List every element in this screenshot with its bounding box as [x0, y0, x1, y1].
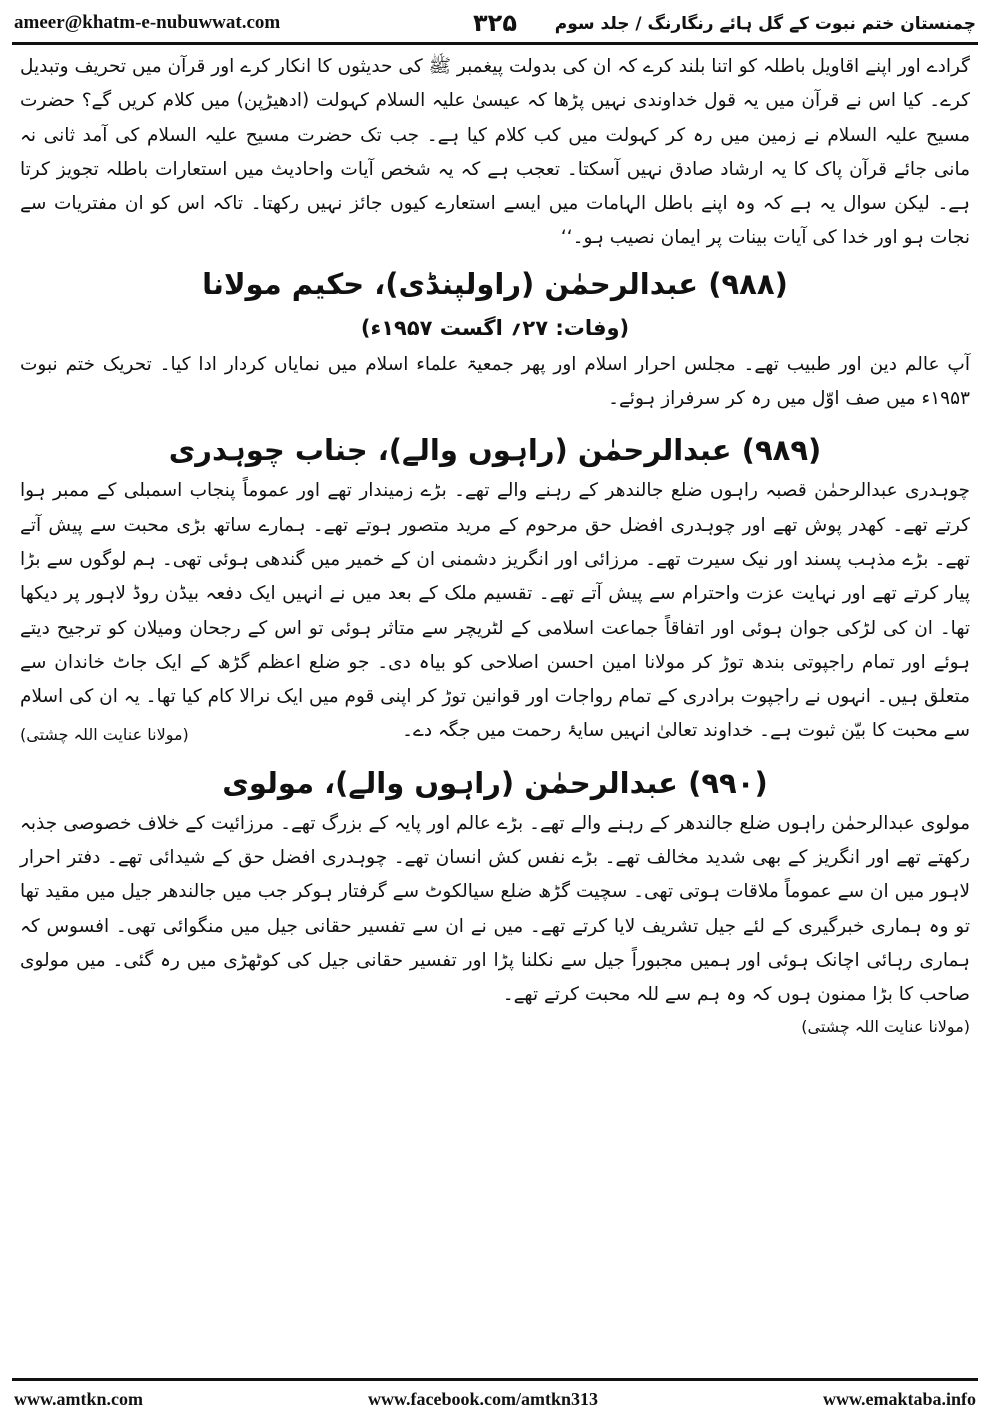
header-divider: [12, 42, 978, 45]
footer-link-facebook[interactable]: www.facebook.com/amtkn313: [367, 1388, 598, 1409]
footer-link-emaktaba[interactable]: www.emaktaba.info: [822, 1388, 976, 1409]
entry-990-attribution: (مولانا عنایت اللہ چشتی): [801, 1016, 970, 1036]
footer-divider: [12, 1378, 978, 1381]
entry-989-text: چوہدری عبدالرحمٰن قصبہ راہوں ضلع جالندھر کے رہنے والے تھے۔ بڑے زمیندار تھے اور عموماً پنجاب اسمبلی کے ممبر ہوا کرتے تھے۔ کھدر پوش تھے اور چوہدری افضل حق مرحوم کے مرید متصور ہوتے تھے۔ ہمارے ساتھ بڑی محبت سے پیش آتے تھے۔ بڑے مذہب پسند اور نیک سیرت تھے۔ مرزائی اور انگریز دشمنی ان کے خمیر میں گندھی ہوئی تھی۔ ہم لوگوں سے بڑا پیار کرتے تھے اور نہایت عزت واحترام سے پیش آتے تھے۔ تقسیم ملک کے بعد میں نے انہیں ایک دفعہ بیڈن روڈ لاہور پر دیکھا تھا۔ ان کی لڑکی جوان ہوئی اور اتفاقاً جماعت اسلامی کے لٹریچر سے متاثر ہوئی تو اس کے رجحان ومیلان کو ترجیح دیتے ہوئے اور تمام راجپوتی بندھ توڑ کر مولانا امین احسن اصلاحی کو بیاہ دی۔ جو ضلع اعظم گڑھ کے ایک جاٹ خاندان سے متعلق ہیں۔ انہوں نے راجپوت برادری کے تمام رواجات اور قوانین توڑ کر اپنی قوم میں ایک نرالا کام کیا تھا۔ یہ ان کی اسلام سے محبت کا بیّن ثبوت ہے۔ خداوند تعالیٰ انہیں سایۂ رحمت میں جگہ دے۔: [20, 480, 970, 742]
intro-paragraph: گرادے اور اپنے اقاویل باطلہ کو اتنا بلند کرے کہ ان کی بدولت پیغمبر ﷺ کی حدیثوں کا انکار کرے اور قرآن میں تحریف وتبدیل کرے۔ کیا اس نے قرآن میں یہ قول خداوندی نہیں پڑھا کہ عیسیٰ علیہ السلام کہولت (ادھیڑپن) میں کلام کریں گے؟ حضرت مسیح علیہ السلام نے زمین میں رہ کر کہولت میں کب کلام کیا ہے۔ جب تک حضرت مسیح علیہ السلام کی آمد ثانی نہ مانی جائے قرآن پاک کا یہ ارشاد صادق نہیں آسکتا۔ تعجب ہے کہ یہ شخص آیات واحادیث میں استعارات باطلہ تجویز کرتا ہے۔ لیکن سوال یہ ہے کہ وہ اپنے باطل الہامات میں ایسے استعارے کیوں جائز نہیں رکھتا۔ تاکہ اس کو ان مفتریات سے نجات ہو اور خدا کی آیات بینات پر ایمان نصیب ہو۔‘‘: [20, 56, 970, 249]
entry-989-heading: (۹۸۹) عبدالرحمٰن (راہوں والے)، جناب چوہدری: [168, 433, 822, 468]
entry-989-attribution: (مولانا عنایت اللہ چشتی): [20, 724, 189, 744]
entry-988-text: آپ عالم دین اور طبیب تھے۔ مجلس احرار اسلام اور پھر جمعیۃ علماء اسلام میں نمایاں کردار ادا کیا۔ تحریک ختم نبوت ۱۹۵۳ء میں صف اوّل میں رہ کر سرفراز ہوئے۔: [20, 353, 970, 410]
entry-988-death-date: (وفات: ۲۷؍ اگست ۱۹۵۷ء): [360, 315, 630, 340]
footer-link-amtkn[interactable]: www.amtkn.com: [14, 1388, 143, 1409]
entry-990-text: مولوی عبدالرحمٰن راہوں ضلع جالندھر کے رہنے والے تھے۔ بڑے عالم اور پایہ کے بزرگ تھے۔ مرزائیت کے خلاف خصوصی جذبہ رکھتے تھے اور انگریز کے بھی شدید مخالف تھے۔ بڑے نفس کش انسان تھے۔ چوہدری افضل حق کے شیدائی تھے۔ دفتر احرار لاہور میں ان سے عموماً ملاقات ہوتی تھی۔ سچیت گڑھ ضلع سیالکوٹ سے گرفتار ہوکر جب میں جالندھر جیل میں مقید تھا تو وہ ہماری خبرگیری کے لئے جیل تشریف لایا کرتے تھے۔ میں نے ان سے تفسیر حقانی جیل میں منگوائی تھی۔ افسوس کہ ہماری رہائی اچانک ہوئی اور ہمیں مجبوراً جیل سے نکلنا پڑا اور تفسیر حقانی جیل کی کوٹھڑی میں رہ گئی۔ میں مولوی صاحب کا بڑا ممنون ہوں کہ وہ ہم سے للہ محبت کرتے تھے۔: [20, 812, 970, 1006]
book-title: چمنستان ختم نبوت کے گل ہائے رنگارنگ / جلد سوم: [554, 13, 976, 34]
header-email[interactable]: ameer@khatm-e-nubuwwat.com: [14, 12, 281, 33]
page-body: [20, 50, 970, 1041]
page-header: [14, 6, 976, 40]
entry-988-heading: (۹۸۸) عبدالرحمٰن (راولپنڈی)، حکیم مولانا: [202, 266, 788, 301]
page-footer: [14, 1382, 976, 1416]
entry-990-heading: (۹۹۰) عبدالرحمٰن (راہوں والے)، مولوی: [222, 765, 768, 800]
page-number: ۳۲۵: [473, 9, 517, 37]
